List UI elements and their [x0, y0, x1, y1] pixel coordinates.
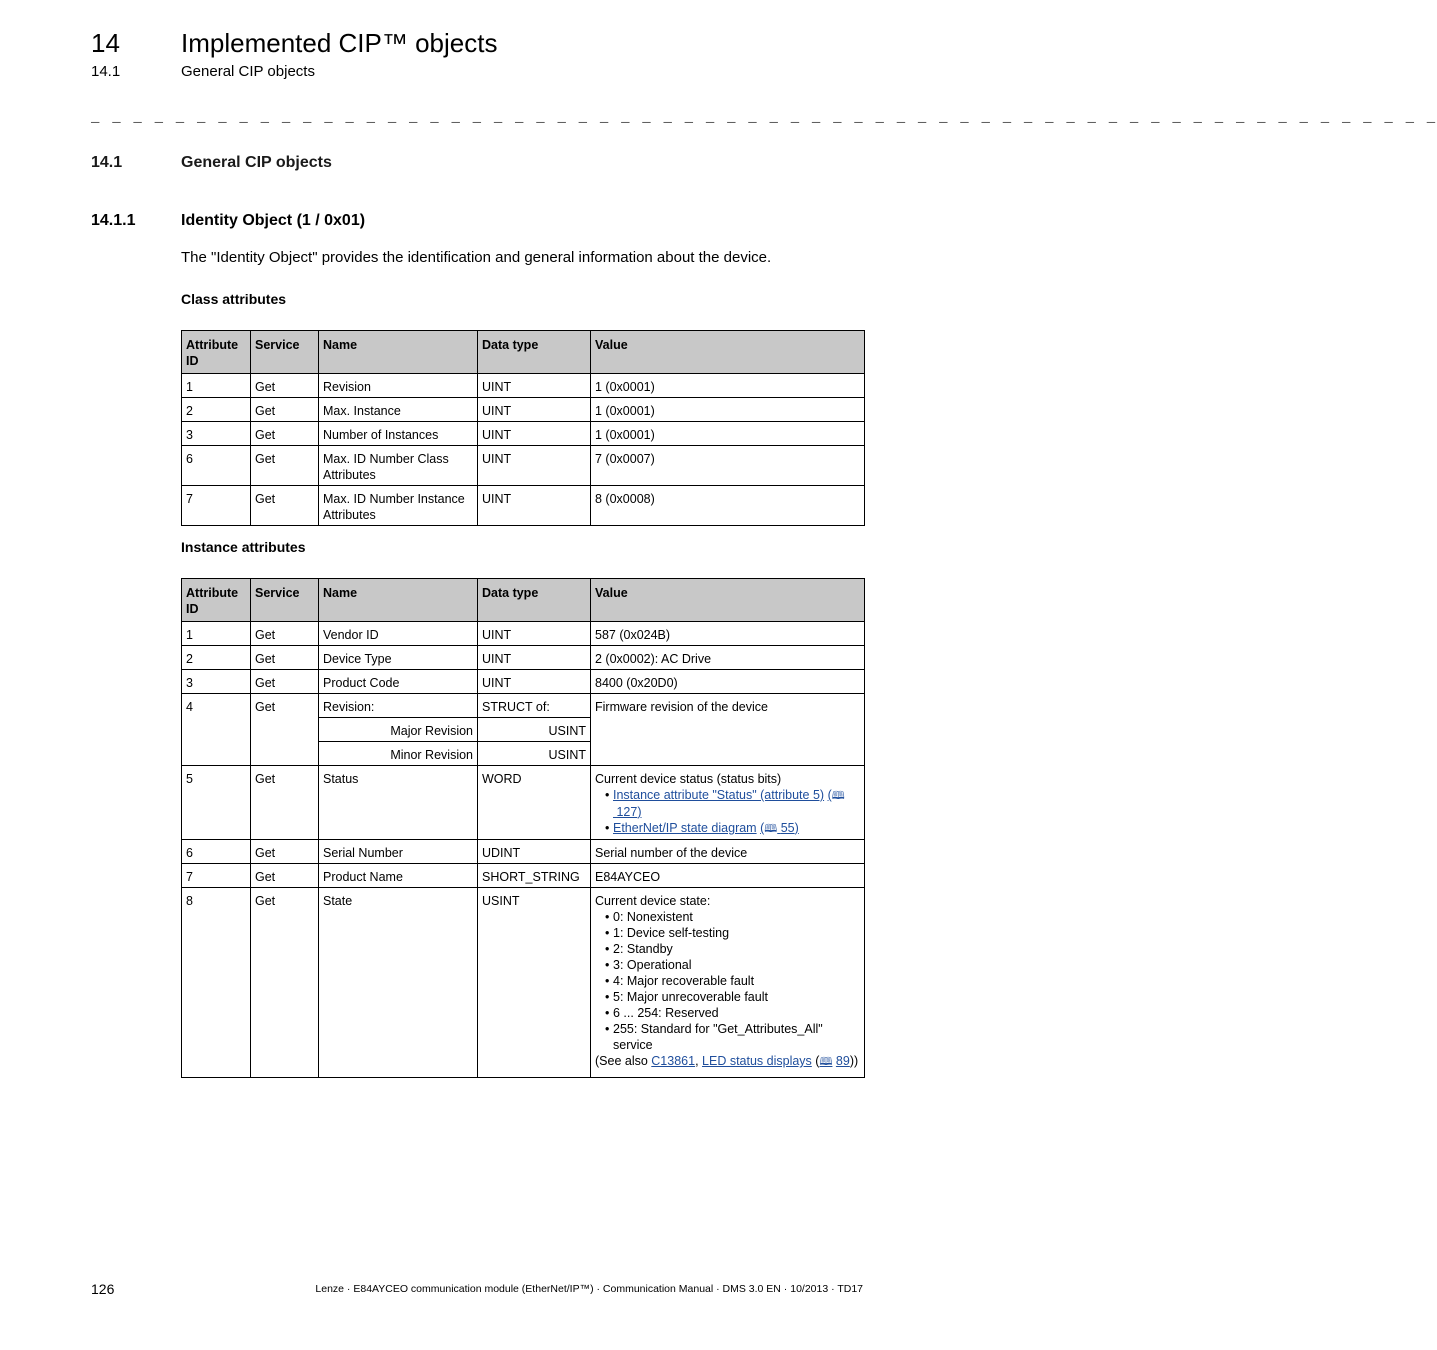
cell: UINT — [478, 422, 591, 446]
cell: 8 — [182, 888, 251, 1078]
book-icon: 🕮 — [764, 823, 778, 835]
cell: State — [319, 888, 478, 1078]
cell: Get — [251, 888, 319, 1078]
header-section-title: General CIP objects — [181, 63, 315, 80]
instance-attributes-table — [181, 578, 865, 1078]
cell: 587 (0x024B) — [591, 622, 865, 646]
table-header-row — [182, 331, 865, 374]
c13861-link[interactable]: C13861 — [651, 1054, 696, 1068]
cell: Get — [251, 766, 319, 840]
footer-text: Lenze · E84AYCEO communication module (EtherNet/IP™) · Communication Manual · DMS 3.0 EN · 10/2013 · TD17 — [315, 1283, 863, 1295]
cell: 2 (0x0002): AC Drive — [591, 646, 865, 670]
chapter-number: 14 — [91, 28, 120, 58]
table-row — [182, 398, 865, 422]
cell: Minor Revision — [319, 742, 478, 766]
cell: UINT — [478, 622, 591, 646]
cell: 1 (0x0001) — [591, 374, 865, 398]
table-row — [182, 422, 865, 446]
table-row-state — [182, 888, 865, 1078]
book-icon: 🕮 — [831, 790, 845, 802]
cell: Major Revision — [319, 718, 478, 742]
cell: 4 — [182, 694, 251, 766]
cell: Max. ID Number Class Attributes — [319, 446, 478, 486]
header-cell: Data type — [478, 579, 591, 622]
cell: Get — [251, 670, 319, 694]
table-row — [182, 646, 865, 670]
cell: UINT — [478, 446, 591, 486]
cell: Get — [251, 374, 319, 398]
footer-page-number: 126 — [91, 1281, 115, 1297]
header-cell: Value — [591, 579, 865, 622]
book-icon: 🕮 — [819, 1056, 833, 1068]
cell: 8400 (0x20D0) — [591, 670, 865, 694]
table-row-status — [182, 766, 865, 840]
table-row — [182, 622, 865, 646]
header-cell: Data type — [478, 331, 591, 374]
header-cell: Attribute ID — [182, 579, 251, 622]
status-value-text: Current device status (status bits) — [595, 772, 782, 786]
table-row-revision — [182, 694, 865, 718]
list-item: • EtherNet/IP state diagram (🕮 55) — [595, 820, 860, 837]
class-attributes-table — [181, 330, 865, 526]
list-item: • 4: Major recoverable fault — [595, 973, 860, 989]
list-item: • 255: Standard for "Get_Attributes_All" service — [595, 1021, 860, 1053]
cell: Product Code — [319, 670, 478, 694]
header-rule: _ _ _ _ _ _ _ _ _ _ _ _ _ _ _ _ _ _ _ _ _ _ _ _ _ _ _ _ _ _ _ _ _ _ _ _ _ _ _ _ _ _ _ _ _ _ _ _ _ _ _ _ _ _ _ _ _ _ _ _ _ _ _ _ — [91, 110, 1437, 126]
cell: Product Name — [319, 864, 478, 888]
section-title: General CIP objects — [181, 154, 332, 171]
cell: Number of Instances — [319, 422, 478, 446]
state-value-text: Current device state: — [595, 894, 711, 908]
cell: 6 — [182, 446, 251, 486]
header-cell: Name — [319, 579, 478, 622]
cell: 2 — [182, 646, 251, 670]
list-item: • 6 ... 254: Reserved — [595, 1005, 860, 1021]
cell: 1 — [182, 622, 251, 646]
table-row — [182, 864, 865, 888]
cell: 3 — [182, 670, 251, 694]
list-item: • 5: Major unrecoverable fault — [595, 989, 860, 1005]
cell: 5 — [182, 766, 251, 840]
page-ref[interactable]: 127 — [616, 805, 638, 819]
header-cell: Attribute ID — [182, 331, 251, 374]
table-row — [182, 840, 865, 864]
page-ref[interactable]: 55 — [780, 821, 795, 835]
table-row — [182, 446, 865, 486]
list-item: • 2: Standby — [595, 941, 860, 957]
state-list — [595, 909, 860, 1053]
cell: UDINT — [478, 840, 591, 864]
state-diagram-link[interactable]: EtherNet/IP state diagram — [613, 821, 757, 835]
cell: UINT — [478, 486, 591, 526]
header-cell: Value — [591, 331, 865, 374]
header-cell: Service — [251, 331, 319, 374]
cell: UINT — [478, 646, 591, 670]
cell: 1 (0x0001) — [591, 422, 865, 446]
see-also: (See also C13861, LED status displays (🕮 89)) — [595, 1054, 859, 1068]
cell: Get — [251, 840, 319, 864]
cell — [591, 766, 865, 840]
table-header-row — [182, 579, 865, 622]
intro-paragraph: The "Identity Object" provides the identification and general information about the device. — [181, 249, 772, 266]
page-ref[interactable]: 89 — [835, 1054, 850, 1068]
cell: Max. Instance — [319, 398, 478, 422]
cell: Vendor ID — [319, 622, 478, 646]
cell: 2 — [182, 398, 251, 422]
cell: 8 (0x0008) — [591, 486, 865, 526]
table-row — [182, 670, 865, 694]
cell: UINT — [478, 670, 591, 694]
cell: SHORT_STRING — [478, 864, 591, 888]
cell: 7 (0x0007) — [591, 446, 865, 486]
list-item: • 0: Nonexistent — [595, 909, 860, 925]
class-attributes-label: Class attributes — [181, 291, 287, 307]
cell: Get — [251, 864, 319, 888]
status-attribute-link[interactable]: Instance attribute "Status" (attribute 5) — [613, 788, 825, 802]
header-section-number: 14.1 — [91, 63, 121, 80]
cell: Get — [251, 622, 319, 646]
subsection-number: 14.1.1 — [91, 212, 136, 229]
cell: Get — [251, 486, 319, 526]
cell: 7 — [182, 864, 251, 888]
cell: 1 (0x0001) — [591, 398, 865, 422]
table-row — [182, 486, 865, 526]
list-item: • 1: Device self-testing — [595, 925, 860, 941]
cell: 1 — [182, 374, 251, 398]
cell: Get — [251, 646, 319, 670]
cell: E84AYCEO — [591, 864, 865, 888]
header-cell: Service — [251, 579, 319, 622]
cell: Device Type — [319, 646, 478, 670]
cell: Serial number of the device — [591, 840, 865, 864]
table-row — [182, 374, 865, 398]
cell: STRUCT of: — [478, 694, 591, 718]
led-status-link[interactable]: LED status displays — [702, 1054, 812, 1068]
list-item: • 3: Operational — [595, 957, 860, 973]
cell: Serial Number — [319, 840, 478, 864]
see-also-prefix: (See also — [595, 1054, 652, 1068]
cell: WORD — [478, 766, 591, 840]
cell: USINT — [478, 742, 591, 766]
cell: UINT — [478, 374, 591, 398]
cell: Max. ID Number Instance Attributes — [319, 486, 478, 526]
cell: 7 — [182, 486, 251, 526]
cell: 6 — [182, 840, 251, 864]
cell: Get — [251, 446, 319, 486]
cell — [591, 888, 865, 1078]
cell: 3 — [182, 422, 251, 446]
status-links-list — [595, 787, 860, 837]
cell: Get — [251, 398, 319, 422]
header-cell: Name — [319, 331, 478, 374]
list-item: • Instance attribute "Status" (attribute 5) (🕮 127) — [595, 787, 860, 820]
cell: Status — [319, 766, 478, 840]
subsection-title: Identity Object (1 / 0x01) — [181, 212, 366, 229]
cell: USINT — [478, 888, 591, 1078]
cell: Revision — [319, 374, 478, 398]
cell: Get — [251, 694, 319, 766]
instance-attributes-label: Instance attributes — [181, 539, 306, 555]
section-number: 14.1 — [91, 154, 123, 171]
cell: UINT — [478, 398, 591, 422]
cell: USINT — [478, 718, 591, 742]
cell: Firmware revision of the device — [591, 694, 865, 766]
cell: Get — [251, 422, 319, 446]
cell: Revision: — [319, 694, 478, 718]
chapter-title: Implemented CIP™ objects — [181, 28, 498, 58]
